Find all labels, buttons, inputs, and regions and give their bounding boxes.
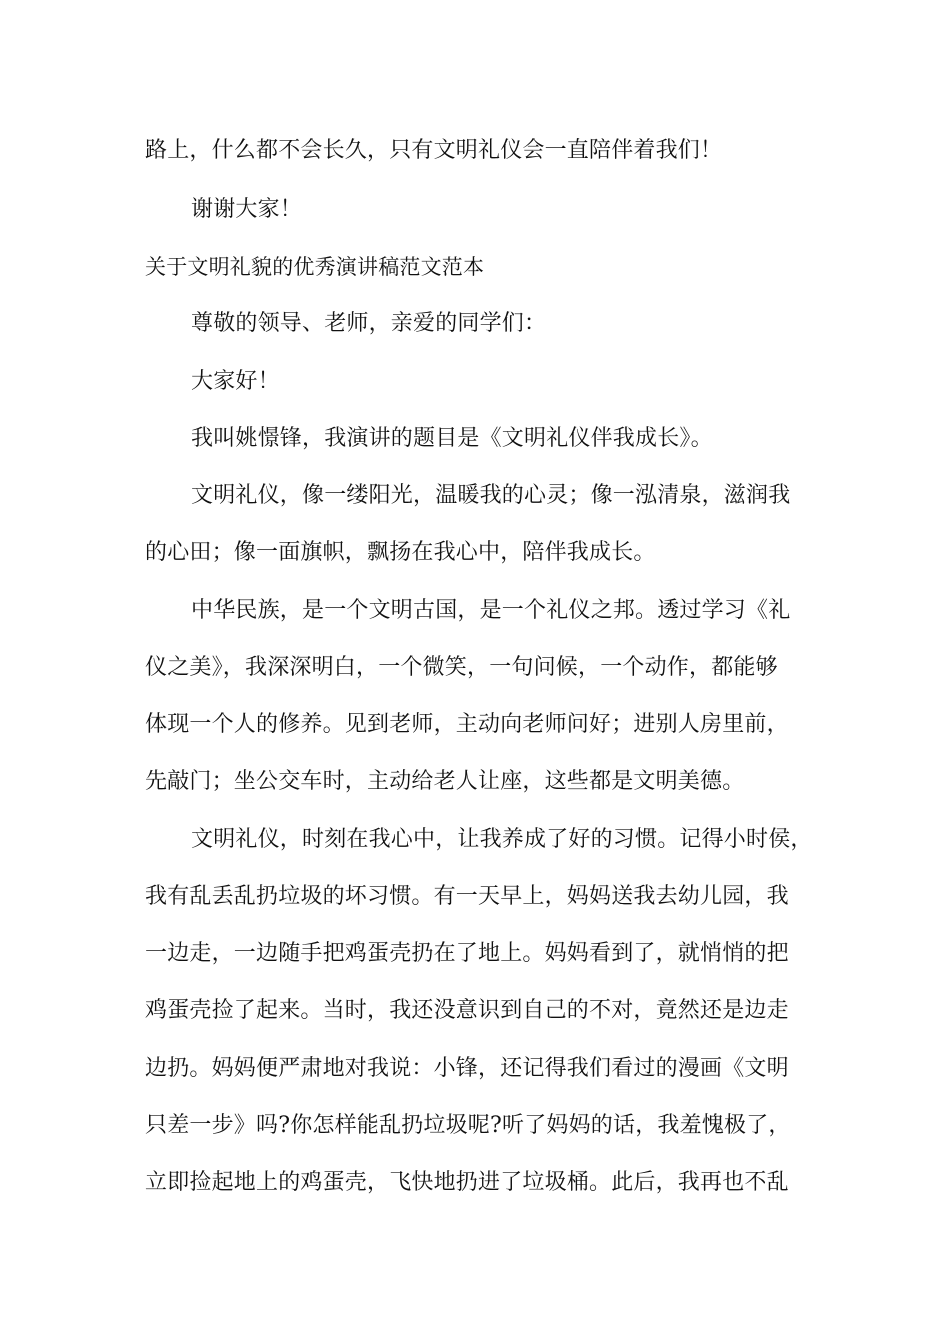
paragraph-line: 文明礼仪，像一缕阳光，温暖我的心灵；像一泓清泉，滋润我 [191,483,791,508]
paragraph-line: 体现一个人的修养。见到老师，主动向老师问好；进别人房里前， [145,712,789,737]
paragraph-line: 边扔。妈妈便严肃地对我说：小锋，还记得我们看过的漫画《文明 [145,1056,789,1081]
paragraph-line: 鸡蛋壳捡了起来。当时，我还没意识到自己的不对，竟然还是边走 [145,998,789,1023]
greeting-line: 大家好！ [191,369,280,394]
salutation-line: 尊敬的领导、老师，亲爱的同学们： [191,311,547,336]
paragraph-line: 文明礼仪，时刻在我心中，让我养成了好的习惯。记得小时侯， [191,827,813,852]
paragraph-line: 立即捡起地上的鸡蛋壳，飞快地扔进了垃圾桶。此后，我再也不乱 [145,1170,789,1195]
paragraph-line: 的心田；像一面旗帜，飘扬在我心中，陪伴我成长。 [145,540,656,565]
paragraph-line: 一边走，一边随手把鸡蛋壳扔在了地上。妈妈看到了，就悄悄的把 [145,941,789,966]
paragraph-line-thanks: 谢谢大家！ [191,197,303,222]
paragraph-line: 我有乱丢乱扔垃圾的坏习惯。有一天早上，妈妈送我去幼儿园，我 [145,884,789,909]
section-title: 关于文明礼貌的优秀演讲稿范文范本 [145,255,485,279]
paragraph-line: 中华民族，是一个文明古国，是一个礼仪之邦。透过学习《礼 [191,598,791,623]
paragraph-line-intro: 我叫姚憬锋，我演讲的题目是《文明礼仪伴我成长》。 [191,426,713,451]
paragraph-line: 先敲门；坐公交车时，主动给老人让座，这些都是文明美德。 [145,769,745,794]
paragraph-line: 仪之美》，我深深明白，一个微笑，一句问候，一个动作，都能够 [145,655,778,680]
paragraph-line-closing: 路上，什么都不会长久，只有文明礼仪会一直陪伴着我们！ [145,138,723,163]
paragraph-line: 只差一步》吗?你怎样能乱扔垃圾呢?听了妈妈的话，我羞愧极了， [145,1113,791,1138]
